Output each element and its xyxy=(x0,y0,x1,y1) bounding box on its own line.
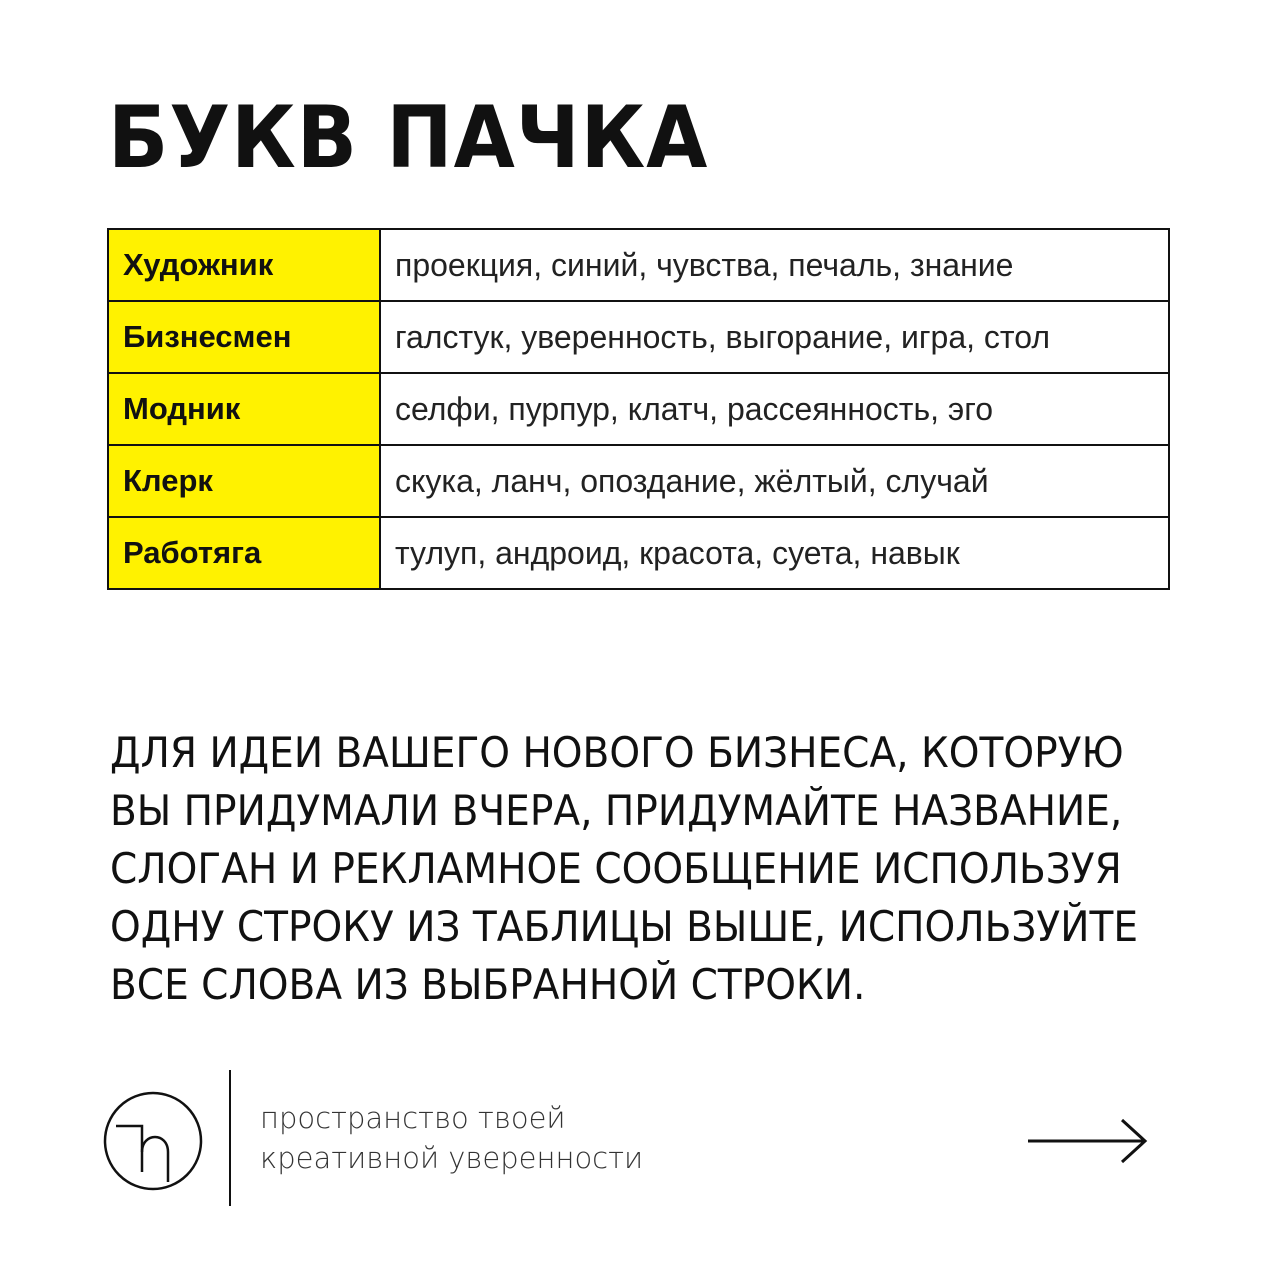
table-row xyxy=(108,229,1169,301)
circle-h-logo-icon xyxy=(102,1090,204,1192)
role-cell: Бизнесмен xyxy=(108,301,380,373)
prompt-line: ВСЕ СЛОВА ИЗ ВЫБРАННОЙ СТРОКИ. xyxy=(110,960,866,1009)
words-cell: селфи, пурпур, клатч, рассеянность, эго xyxy=(380,373,1169,445)
prompt-line: СЛОГАН И РЕКЛАМНОЕ СООБЩЕНИЕ ИСПОЛЬЗУЯ xyxy=(110,844,1122,893)
tagline-line: креативной уверенности xyxy=(260,1141,644,1175)
word-table xyxy=(107,228,1170,590)
page-title: БУКВ ПАЧКА xyxy=(108,88,709,188)
table-row xyxy=(108,373,1169,445)
table-row xyxy=(108,445,1169,517)
role-cell: Работяга xyxy=(108,517,380,589)
words-cell: тулуп, андроид, красота, суета, навык xyxy=(380,517,1169,589)
words-cell: проекция, синий, чувства, печаль, знание xyxy=(380,229,1169,301)
arrow-right-icon[interactable] xyxy=(1026,1118,1150,1164)
words-cell: скука, ланч, опоздание, жёлтый, случай xyxy=(380,445,1169,517)
table-row xyxy=(108,517,1169,589)
prompt-line: ДЛЯ ИДЕИ ВАШЕГО НОВОГО БИЗНЕСА, КОТОРУЮ xyxy=(110,728,1124,777)
task-prompt xyxy=(110,724,1138,1014)
tagline-line: пространство твоей xyxy=(260,1101,566,1135)
footer-divider xyxy=(229,1070,231,1206)
role-cell: Модник xyxy=(108,373,380,445)
prompt-line: ВЫ ПРИДУМАЛИ ВЧЕРА, ПРИДУМАЙТЕ НАЗВАНИЕ, xyxy=(110,786,1123,835)
words-cell: галстук, уверенность, выгорание, игра, стол xyxy=(380,301,1169,373)
prompt-line: ОДНУ СТРОКУ ИЗ ТАБЛИЦЫ ВЫШЕ, ИСПОЛЬЗУЙТЕ xyxy=(110,902,1138,951)
role-cell: Художник xyxy=(108,229,380,301)
table-row xyxy=(108,301,1169,373)
brand-tagline xyxy=(260,1098,643,1178)
role-cell: Клерк xyxy=(108,445,380,517)
